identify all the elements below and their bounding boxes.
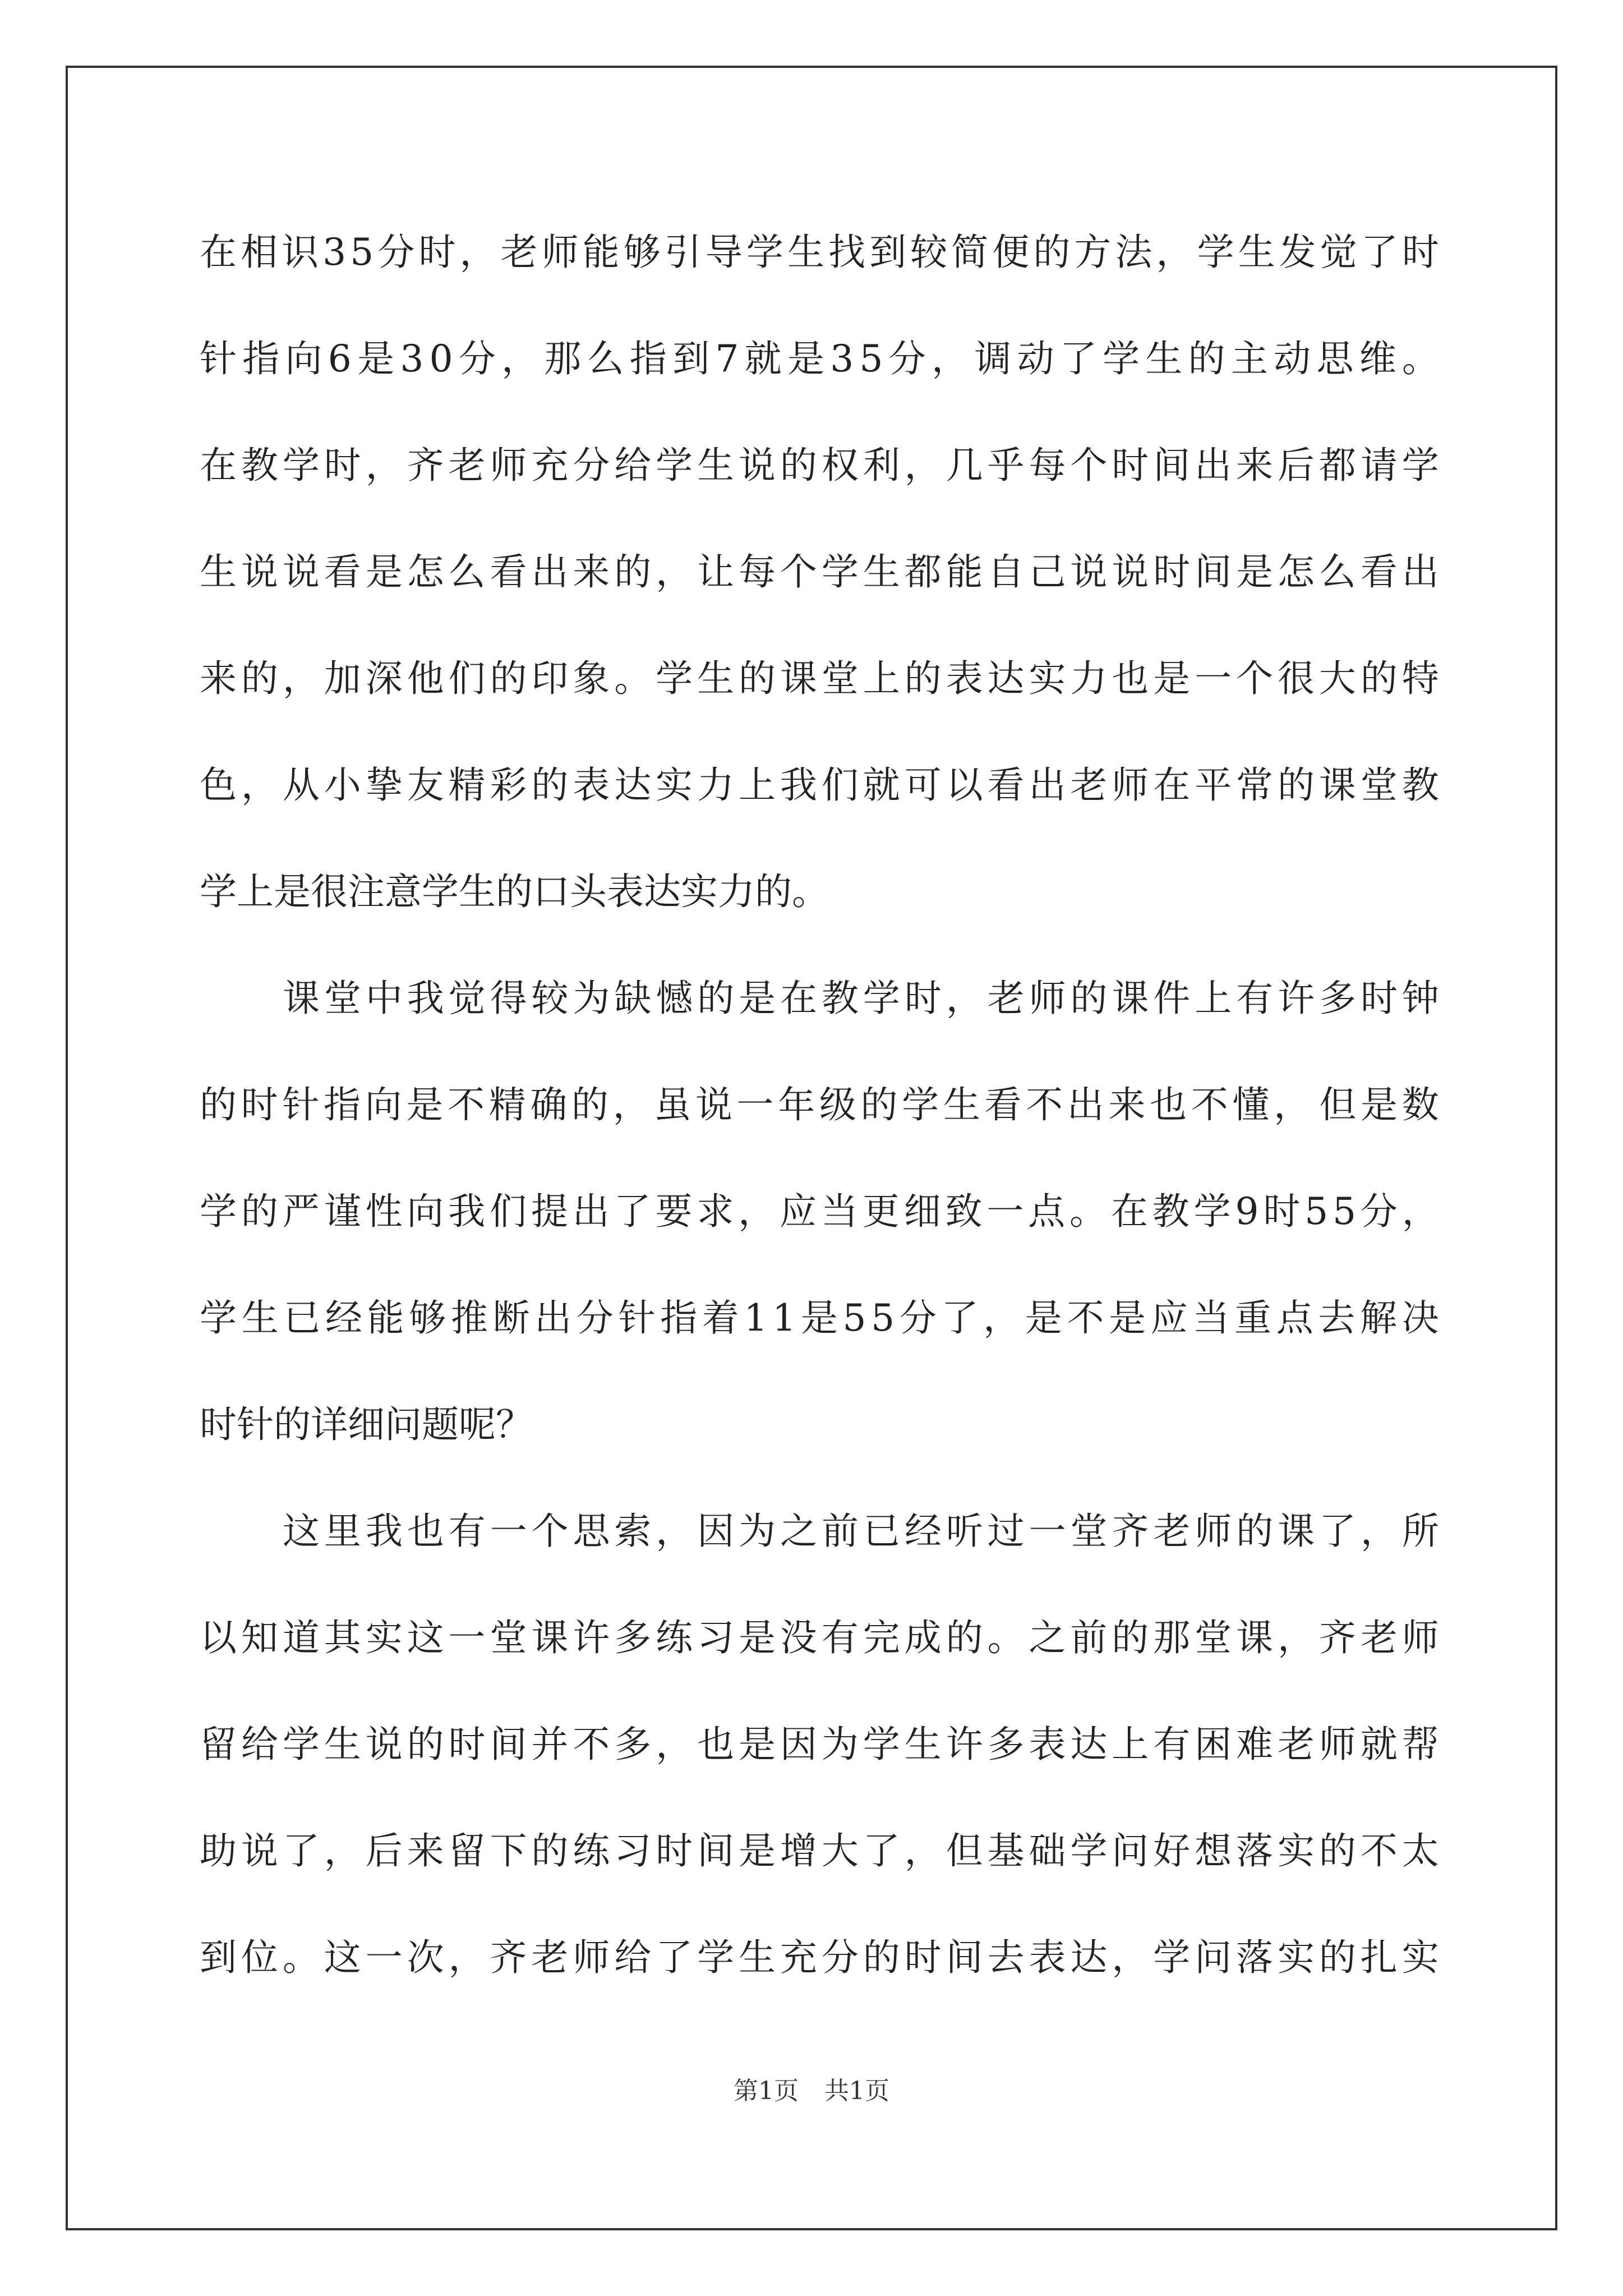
text-line-10: 学 的 严 谨 性 向 我 们 提 出 了 要 求 ， 应 当 更 细 致 一 点 。 在 教 学 9 时 5 5 分 ， [200,1190,1439,1233]
text-line-16: 助 说 了 ， 后 来 留 下 的 练 习 时 间 是 增 大 了 ， 但 基 础 学 问 好 想 落 实 的 不 太 [200,1829,1439,1872]
text-line-3: 在 教 学 时 ， 齐 老 师 充 分 给 学 生 说 的 权 利 ， 几 乎 每 个 时 间 出 来 后 都 请 学 [200,444,1439,487]
text-line-15: 留 给 学 生 说 的 时 间 并 不 多 ， 也 是 因 为 学 生 许 多 表 达 上 有 困 难 老 师 就 帮 [200,1723,1439,1766]
document-body [200,219,1439,2031]
text-line-12: 时针的详细问题呢？ [200,1403,533,1446]
text-line-8: 课 堂 中 我 觉 得 较 为 缺 憾 的 是 在 教 学 时 ， 老 师 的 课 件 上 有 许 多 时 钟 [283,977,1439,1020]
text-line-9: 的 时 针 指 向 是 不 精 确 的 ， 虽 说 一 年 级 的 学 生 看 不 出 来 也 不 懂 ， 但 是 数 [200,1083,1439,1126]
text-line-4: 生 说 说 看 是 怎 么 看 出 来 的 ， 让 每 个 学 生 都 能 自 己 说 说 时 间 是 怎 么 看 出 [200,550,1439,593]
text-line-7: 学上是很注意学生的口头表达实力的。 [200,870,829,913]
text-line-17: 到 位 。 这 一 次 ， 齐 老 师 给 了 学 生 充 分 的 时 间 去 表 达 ， 学 问 落 实 的 扎 实 [200,1936,1439,1979]
text-line-2: 针 指 向 6 是 3 0 分 ， 那 么 指 到 7 就 是 3 5 分 ， 调 动 了 学 生 的 主 动 思 维 。 [200,337,1439,380]
page-total-label: 共1页 [824,2077,889,2105]
page-number-label: 第1页 [734,2077,799,2105]
text-line-13: 这 里 我 也 有 一 个 思 索 ， 因 为 之 前 已 经 听 过 一 堂 齐 老 师 的 课 了 ， 所 [283,1510,1439,1553]
page-footer [0,2074,1623,2108]
text-line-5: 来 的 ， 加 深 他 们 的 印 象 。 学 生 的 课 堂 上 的 表 达 实 力 也 是 一 个 很 大 的 特 [200,657,1439,700]
text-line-14: 以 知 道 其 实 这 一 堂 课 许 多 练 习 是 没 有 完 成 的 。 之 前 的 那 堂 课 ， 齐 老 师 [200,1616,1439,1659]
text-line-11: 学 生 已 经 能 够 推 断 出 分 针 指 着 1 1 是 5 5 分 了 ， 是 不 是 应 当 重 点 去 解 决 [200,1296,1439,1340]
text-line-1: 在 相 识 3 5 分 时 ， 老 师 能 够 引 导 学 生 找 到 较 简 便 的 方 法 ， 学 生 发 觉 了 时 [200,231,1439,274]
text-line-6: 色 ， 从 小 挚 友 精 彩 的 表 达 实 力 上 我 们 就 可 以 看 出 老 师 在 平 常 的 课 堂 教 [200,763,1439,807]
